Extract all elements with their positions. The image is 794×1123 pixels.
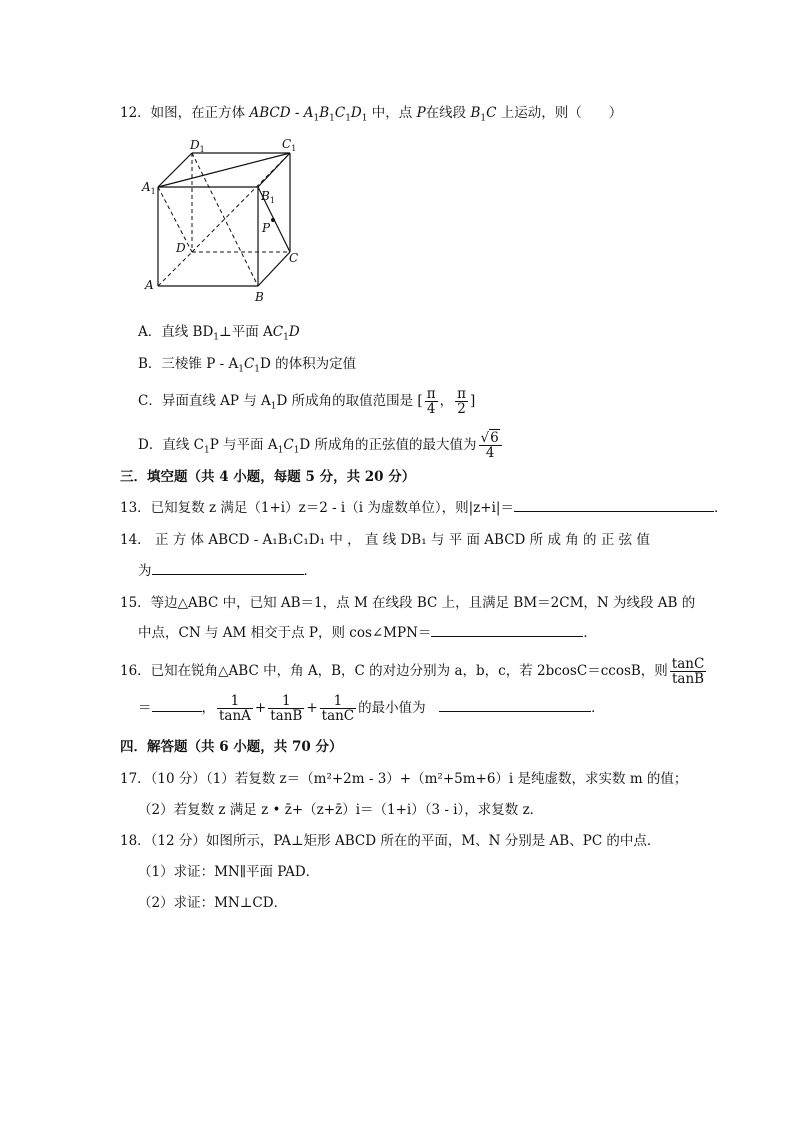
q12-option-a: A．直线 $BD_1\perp$平面 $AC_1D$ [138,324,300,343]
cube-figure [136,134,336,309]
label-d1: $D_1$ [190,138,205,154]
q15-line1: 15．等边△ABC 中，已知 AB＝1，点 M 在线段 BC 上，且满足 BM＝2CM，N 为线段 AB 的 [120,595,696,611]
q12-option-d: D．直线 $C_1P$ 与平面 $A_1C_1D$ 所成角的正弦值的最大值为 $\frac{√6}{4}$ [138,431,504,460]
q14-line2: 为 ． [138,563,317,579]
q15-line2: 中点，CN 与 AM 相交于点 P，则 cos∠MPN＝ ． [138,625,597,641]
label-c: C [289,251,299,265]
label-d: D [176,241,186,255]
q13: 13．已知复数 z 满足（1+i）z＝2 - i（i 为虚数单位），则|z+i|＝ ． [120,500,728,516]
point-p [271,218,275,222]
q17-part2: （2）若复数 z 满足 z • z̄+（z+z̄）i＝（1+i）（3 - i），求复数 z． [138,802,544,818]
label-a1: $A_1$ [142,180,156,196]
label-p: P [262,221,271,235]
label-a: A [145,278,154,292]
q14-line1: 14． 正 方 体 ABCD - A₁B₁C₁D₁ 中 ， 直 线 DB₁ 与 平 面 ABCD 所 成 角 的 正 弦 值 [120,532,650,548]
section-4-heading: 四．解答题（共 6 小题，共 70 分） [120,739,343,755]
q16-line1: 16．已知在锐角△ABC 中，角 A，B，C 的对边分别为 a，b，c，若 2bcosC＝ccosB，则 $\frac{\tan C}{\tan B}$ [120,656,705,687]
label-b1: $B_1$ [261,189,275,205]
q16-line2: ＝ ， $\frac{1}{\tan A}$ + $\frac{1}{\tan B}$ + $\frac{1}{\tan C}$ 的最小值为 ． [138,693,605,724]
section-3-heading: 三．填空题（共 4 小题，每题 5 分，共 20 分） [120,469,416,485]
q12-stem: 12．如图，在正方体 ABCD - $A_1B_1C_1D_1$ 中，点 P在线段 $B_1C$ 上运动，则（ ） [120,105,623,124]
q17-part1: 17．（10 分）（1）若复数 z＝（m²+2m - 3）+（m²+5m+6）i 是纯虚数，求实数 m 的值； [120,771,688,787]
q18-stem: 18．（12 分）如图所示，PA⊥矩形 ABCD 所在的平面，M、N 分别是 AB、PC 的中点． [120,833,661,849]
label-b: B [255,290,264,304]
q18-part2: （2）求证：MN⊥CD． [138,895,288,911]
q12-option-c: C．异面直线 AP 与 $A_1D$ 所成角的取值范围是 [ $\frac{\pi}{4}$ ， $\frac{\pi}{2}$ ] [138,386,476,417]
q18-part1: （1）求证：MN∥平面 PAD． [138,864,320,880]
label-c1: $C_1$ [282,137,297,153]
q12-option-b: B．三棱锥 P - $A_1C_1D$ 的体积为定值 [138,356,357,375]
